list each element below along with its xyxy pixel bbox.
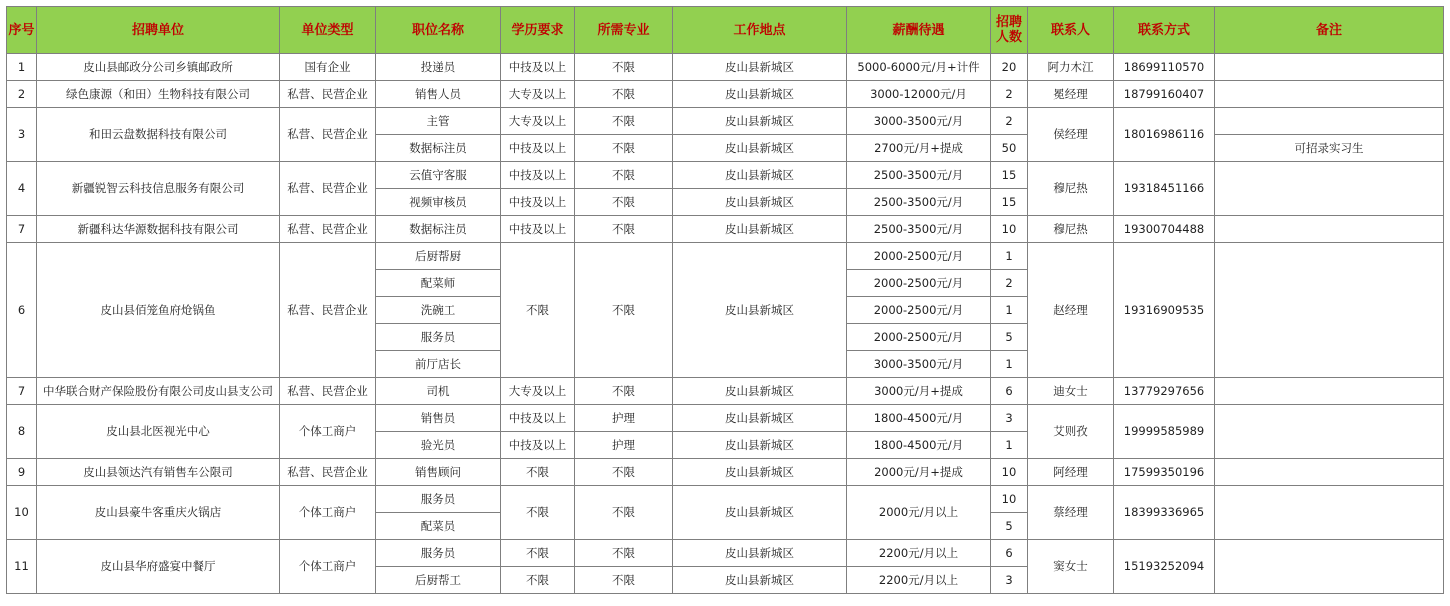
remarks [1215,108,1444,135]
location: 皮山县新城区 [673,54,847,81]
row-index: 4 [7,162,37,216]
company-type: 私营、民营企业 [280,162,376,216]
education: 中技及以上 [501,432,575,459]
headcount: 6 [991,540,1028,567]
phone: 15193252094 [1114,540,1215,594]
major: 护理 [575,405,673,432]
row-index: 9 [7,459,37,486]
header-major: 所需专业 [575,7,673,54]
row-index: 10 [7,486,37,540]
contact-person: 蔡经理 [1028,486,1114,540]
company-name: 新疆锐智云科技信息服务有限公司 [37,162,280,216]
company-name: 中华联合财产保险股份有限公司皮山县支公司 [37,378,280,405]
location: 皮山县新城区 [673,405,847,432]
job-title: 配菜员 [376,513,501,540]
company-name: 和田云盘数据科技有限公司 [37,108,280,162]
headcount: 3 [991,567,1028,594]
location: 皮山县新城区 [673,216,847,243]
salary: 3000-12000元/月 [847,81,991,108]
company-name: 皮山县邮政分公司乡镇邮政所 [37,54,280,81]
headcount: 5 [991,324,1028,351]
salary: 2000元/月以上 [847,486,991,540]
recruitment-table [6,6,1444,594]
location: 皮山县新城区 [673,432,847,459]
phone: 19999585989 [1114,405,1215,459]
education: 中技及以上 [501,405,575,432]
salary: 2700元/月+提成 [847,135,991,162]
remarks [1215,486,1444,540]
phone: 17599350196 [1114,459,1215,486]
major: 不限 [575,378,673,405]
row-index: 7 [7,216,37,243]
salary: 3000-3500元/月 [847,108,991,135]
location: 皮山县新城区 [673,459,847,486]
row-index: 8 [7,405,37,459]
header-job-title: 职位名称 [376,7,501,54]
row-index: 2 [7,81,37,108]
job-title: 服务员 [376,486,501,513]
education: 大专及以上 [501,108,575,135]
contact-person: 冕经理 [1028,81,1114,108]
header-headcount: 招聘人数 [991,7,1028,54]
table-row [7,81,1444,108]
table-row [7,162,1444,189]
contact-person: 侯经理 [1028,108,1114,162]
major: 不限 [575,243,673,378]
contact-person: 阿力木江 [1028,54,1114,81]
headcount: 1 [991,351,1028,378]
company-name: 皮山县北医视光中心 [37,405,280,459]
header-company-type: 单位类型 [280,7,376,54]
company-name: 皮山县领达汽有销售车公限司 [37,459,280,486]
salary: 2000-2500元/月 [847,270,991,297]
remarks [1215,54,1444,81]
major: 不限 [575,54,673,81]
education: 中技及以上 [501,189,575,216]
major: 不限 [575,540,673,567]
header-row [7,7,1444,54]
contact-person: 穆尼热 [1028,162,1114,216]
remarks [1215,378,1444,405]
location: 皮山县新城区 [673,81,847,108]
headcount: 2 [991,81,1028,108]
location: 皮山县新城区 [673,162,847,189]
header-index: 序号 [7,7,37,54]
education: 中技及以上 [501,162,575,189]
major: 护理 [575,432,673,459]
header-contact-person: 联系人 [1028,7,1114,54]
education: 不限 [501,243,575,378]
headcount: 20 [991,54,1028,81]
salary: 3000元/月+提成 [847,378,991,405]
salary: 2000-2500元/月 [847,297,991,324]
job-title: 销售员 [376,405,501,432]
salary: 2200元/月以上 [847,567,991,594]
contact-person: 阿经理 [1028,459,1114,486]
salary: 2000-2500元/月 [847,243,991,270]
remarks [1215,540,1444,594]
contact-person: 迪女士 [1028,378,1114,405]
company-type: 国有企业 [280,54,376,81]
table-row [7,459,1444,486]
table-row [7,486,1444,513]
headcount: 1 [991,432,1028,459]
company-name: 皮山县华府盛宴中餐厅 [37,540,280,594]
company-type: 私营、民营企业 [280,243,376,378]
location: 皮山县新城区 [673,540,847,567]
remarks [1215,405,1444,459]
major: 不限 [575,162,673,189]
company-name: 新疆科达华源数据科技有限公司 [37,216,280,243]
job-title: 服务员 [376,324,501,351]
phone: 18399336965 [1114,486,1215,540]
location: 皮山县新城区 [673,135,847,162]
header-salary: 薪酬待遇 [847,7,991,54]
phone: 19316909535 [1114,243,1215,378]
headcount: 50 [991,135,1028,162]
headcount: 2 [991,270,1028,297]
education: 不限 [501,540,575,567]
headcount: 15 [991,162,1028,189]
header-company: 招聘单位 [37,7,280,54]
remarks [1215,216,1444,243]
table-row [7,54,1444,81]
row-index: 6 [7,243,37,378]
location: 皮山县新城区 [673,486,847,540]
company-type: 私营、民营企业 [280,378,376,405]
salary: 3000-3500元/月 [847,351,991,378]
company-type: 私营、民营企业 [280,459,376,486]
row-index: 3 [7,108,37,162]
header-remarks: 备注 [1215,7,1444,54]
headcount: 10 [991,486,1028,513]
headcount: 15 [991,189,1028,216]
job-title: 数据标注员 [376,216,501,243]
contact-person: 穆尼热 [1028,216,1114,243]
location: 皮山县新城区 [673,567,847,594]
remarks [1215,81,1444,108]
job-title: 服务员 [376,540,501,567]
salary: 2000元/月+提成 [847,459,991,486]
contact-person: 艾则孜 [1028,405,1114,459]
table-row [7,216,1444,243]
table-row [7,108,1444,135]
headcount: 10 [991,459,1028,486]
recruitment-table-container [6,6,1444,594]
salary: 2500-3500元/月 [847,216,991,243]
education: 大专及以上 [501,378,575,405]
salary: 1800-4500元/月 [847,432,991,459]
salary: 5000-6000元/月+计件 [847,54,991,81]
table-row [7,540,1444,567]
location: 皮山县新城区 [673,378,847,405]
contact-person: 窦女士 [1028,540,1114,594]
headcount: 2 [991,108,1028,135]
table-row [7,378,1444,405]
row-index: 7 [7,378,37,405]
job-title: 云值守客服 [376,162,501,189]
header-education: 学历要求 [501,7,575,54]
contact-person: 赵经理 [1028,243,1114,378]
major: 不限 [575,108,673,135]
education: 中技及以上 [501,54,575,81]
education: 不限 [501,486,575,540]
salary: 2200元/月以上 [847,540,991,567]
phone: 19318451166 [1114,162,1215,216]
job-title: 司机 [376,378,501,405]
company-name: 皮山县佰笼鱼府炝锅鱼 [37,243,280,378]
education: 中技及以上 [501,135,575,162]
remarks: 可招录实习生 [1215,135,1444,162]
phone: 18699110570 [1114,54,1215,81]
salary: 1800-4500元/月 [847,405,991,432]
job-title: 验光员 [376,432,501,459]
company-name: 绿色康源（和田）生物科技有限公司 [37,81,280,108]
company-type: 私营、民营企业 [280,108,376,162]
company-type: 个体工商户 [280,405,376,459]
major: 不限 [575,81,673,108]
company-name: 皮山县豪牛客重庆火锅店 [37,486,280,540]
company-type: 私营、民营企业 [280,216,376,243]
job-title: 视频审核员 [376,189,501,216]
job-title: 主管 [376,108,501,135]
education: 不限 [501,459,575,486]
remarks [1215,459,1444,486]
job-title: 销售顾问 [376,459,501,486]
headcount: 5 [991,513,1028,540]
job-title: 洗碗工 [376,297,501,324]
job-title: 数据标注员 [376,135,501,162]
education: 不限 [501,567,575,594]
row-index: 1 [7,54,37,81]
major: 不限 [575,189,673,216]
headcount: 3 [991,405,1028,432]
salary: 2500-3500元/月 [847,189,991,216]
education: 大专及以上 [501,81,575,108]
phone: 18016986116 [1114,108,1215,162]
job-title: 投递员 [376,54,501,81]
location: 皮山县新城区 [673,189,847,216]
major: 不限 [575,567,673,594]
remarks [1215,162,1444,216]
major: 不限 [575,216,673,243]
location: 皮山县新城区 [673,243,847,378]
company-type: 私营、民营企业 [280,81,376,108]
company-type: 个体工商户 [280,540,376,594]
company-type: 个体工商户 [280,486,376,540]
job-title: 前厅店长 [376,351,501,378]
job-title: 后厨帮工 [376,567,501,594]
headcount: 6 [991,378,1028,405]
salary: 2000-2500元/月 [847,324,991,351]
major: 不限 [575,486,673,540]
phone: 18799160407 [1114,81,1215,108]
phone: 19300704488 [1114,216,1215,243]
education: 中技及以上 [501,216,575,243]
header-phone: 联系方式 [1114,7,1215,54]
header-location: 工作地点 [673,7,847,54]
table-row [7,405,1444,432]
headcount: 10 [991,216,1028,243]
job-title: 后厨帮厨 [376,243,501,270]
remarks [1215,243,1444,378]
major: 不限 [575,459,673,486]
headcount: 1 [991,243,1028,270]
location: 皮山县新城区 [673,108,847,135]
job-title: 销售人员 [376,81,501,108]
salary: 2500-3500元/月 [847,162,991,189]
job-title: 配菜师 [376,270,501,297]
headcount: 1 [991,297,1028,324]
row-index: 11 [7,540,37,594]
phone: 13779297656 [1114,378,1215,405]
table-row [7,243,1444,270]
major: 不限 [575,135,673,162]
